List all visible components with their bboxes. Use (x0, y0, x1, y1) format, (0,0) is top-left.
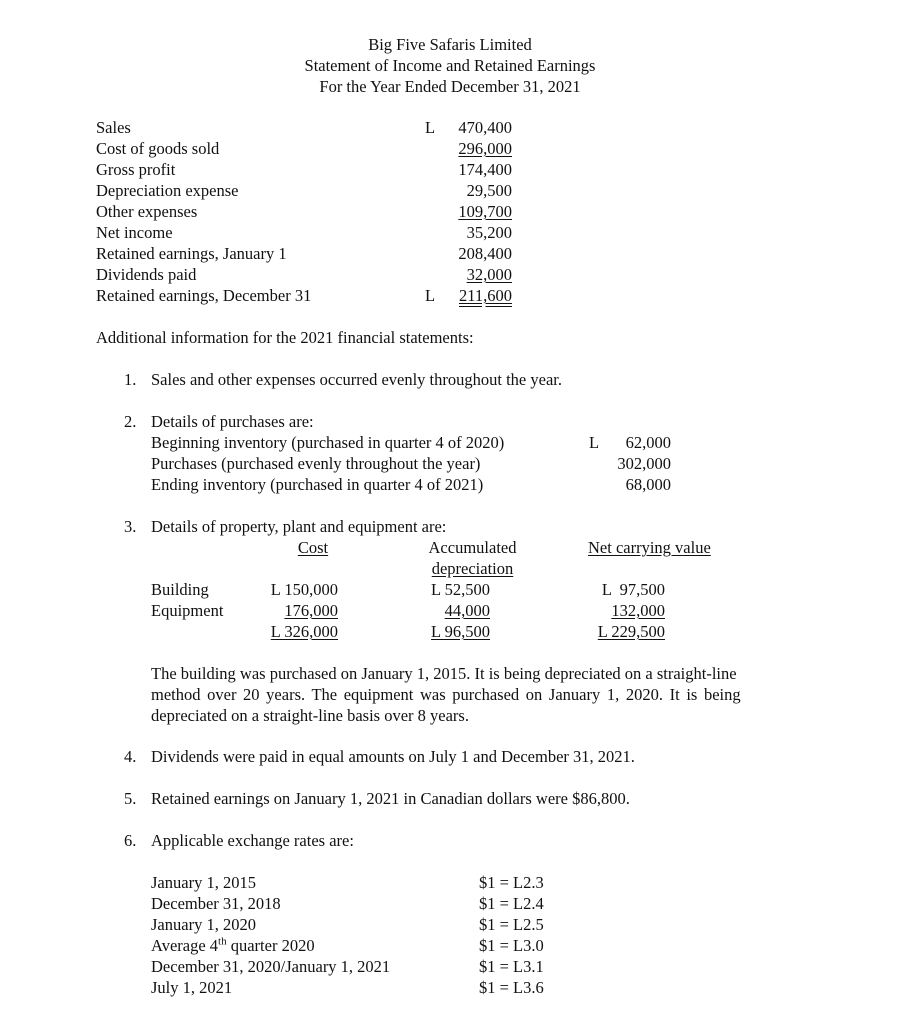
purchase-value: 302,000 (617, 454, 671, 473)
currency-symbol: L (589, 433, 600, 452)
ppe-ncv: 132,000 (611, 601, 665, 620)
rate-value: $1 = L3.0 (479, 936, 544, 955)
purchase-label: Beginning inventory (purchased in quarter 4 of 2020) (151, 433, 505, 452)
row-value: 32,000 (466, 265, 512, 284)
item-number: 6. (124, 831, 137, 850)
item-number: 4. (124, 747, 137, 766)
purchase-label: Purchases (purchased evenly throughout the year) (151, 454, 481, 473)
currency-symbol: L (425, 118, 436, 137)
row-value: 35,200 (466, 223, 512, 242)
row-label: Retained earnings, December 31 (96, 286, 312, 305)
ppe-cost-total: L 326,000 (270, 622, 338, 641)
rate-date: December 31, 2018 (151, 894, 281, 913)
rate-value: $1 = L2.5 (479, 915, 544, 934)
ppe-accum: 44,000 (444, 601, 490, 620)
rate-date: January 1, 2020 (151, 915, 256, 934)
row-label: Other expenses (96, 202, 198, 221)
ppe-ncv-total: L 229,500 (597, 622, 665, 641)
currency-symbol: L (425, 286, 436, 305)
item-text: Applicable exchange rates are: (151, 831, 354, 850)
item-number: 1. (124, 370, 137, 389)
ppe-header-accum: depreciation (431, 559, 514, 578)
ppe-row-label: Equipment (151, 601, 224, 620)
ppe-note: method over 20 years. The equipment was purchased on January 1, 2020. It is being (151, 685, 741, 704)
ppe-cost: 176,000 (284, 601, 338, 620)
statement-title: Statement of Income and Retained Earnings (304, 56, 596, 75)
row-label: Dividends paid (96, 265, 197, 284)
item-number: 3. (124, 517, 137, 536)
row-value: 208,400 (458, 244, 512, 263)
item-number: 2. (124, 412, 137, 431)
ppe-accum-total: L 96,500 (431, 622, 490, 641)
rate-value: $1 = L2.3 (479, 873, 544, 892)
item-text: Sales and other expenses occurred evenly throughout the year. (151, 370, 562, 389)
row-value: 29,500 (466, 181, 512, 200)
ppe-ncv: L 97,500 (601, 580, 665, 599)
ppe-row-label: Building (151, 580, 209, 599)
row-value: 174,400 (458, 160, 512, 179)
ppe-cost: L 150,000 (270, 580, 338, 599)
row-label: Net income (96, 223, 173, 242)
rate-value: $1 = L3.6 (479, 978, 544, 997)
row-label: Gross profit (96, 160, 176, 179)
rate-value: $1 = L2.4 (479, 894, 544, 913)
item-text: Details of property, plant and equipment are: (151, 517, 447, 536)
item-text: Dividends were paid in equal amounts on July 1 and December 31, 2021. (151, 747, 635, 766)
ppe-header-ncv: Net carrying value (588, 538, 711, 557)
row-value: 211,600 (458, 286, 512, 305)
company-name: Big Five Safaris Limited (368, 35, 532, 54)
rate-date: December 31, 2020/January 1, 2021 (151, 957, 391, 976)
ppe-accum: L 52,500 (431, 580, 490, 599)
purchase-value: 68,000 (625, 475, 671, 494)
row-label: Retained earnings, January 1 (96, 244, 287, 263)
row-value: 296,000 (458, 139, 512, 158)
ppe-header-cost: Cost (297, 538, 329, 557)
rate-date: July 1, 2021 (151, 978, 233, 997)
ppe-note: The building was purchased on January 1, 2015. It is being depreciated on a straight-line (151, 664, 737, 683)
purchase-label: Ending inventory (purchased in quarter 4 of 2021) (151, 475, 484, 494)
row-value: 109,700 (458, 202, 512, 221)
rate-value: $1 = L3.1 (479, 957, 544, 976)
row-value: 470,400 (458, 118, 512, 137)
ppe-header-accum: Accumulated (428, 538, 517, 557)
row-label: Depreciation expense (96, 181, 239, 200)
additional-info-heading: Additional information for the 2021 financial statements: (96, 328, 474, 347)
item-number: 5. (124, 789, 137, 808)
row-label: Cost of goods sold (96, 139, 220, 158)
rate-date: January 1, 2015 (151, 873, 256, 892)
ppe-note: depreciated on a straight-line basis over 8 years. (151, 706, 469, 725)
item-text: Details of purchases are: (151, 412, 314, 431)
purchase-value: 62,000 (625, 433, 671, 452)
item-text: Retained earnings on January 1, 2021 in Canadian dollars were $86,800. (151, 789, 630, 808)
rate-date: Average 4th quarter 2020 (151, 935, 315, 955)
row-label: Sales (96, 118, 131, 137)
statement-period: For the Year Ended December 31, 2021 (319, 77, 581, 96)
